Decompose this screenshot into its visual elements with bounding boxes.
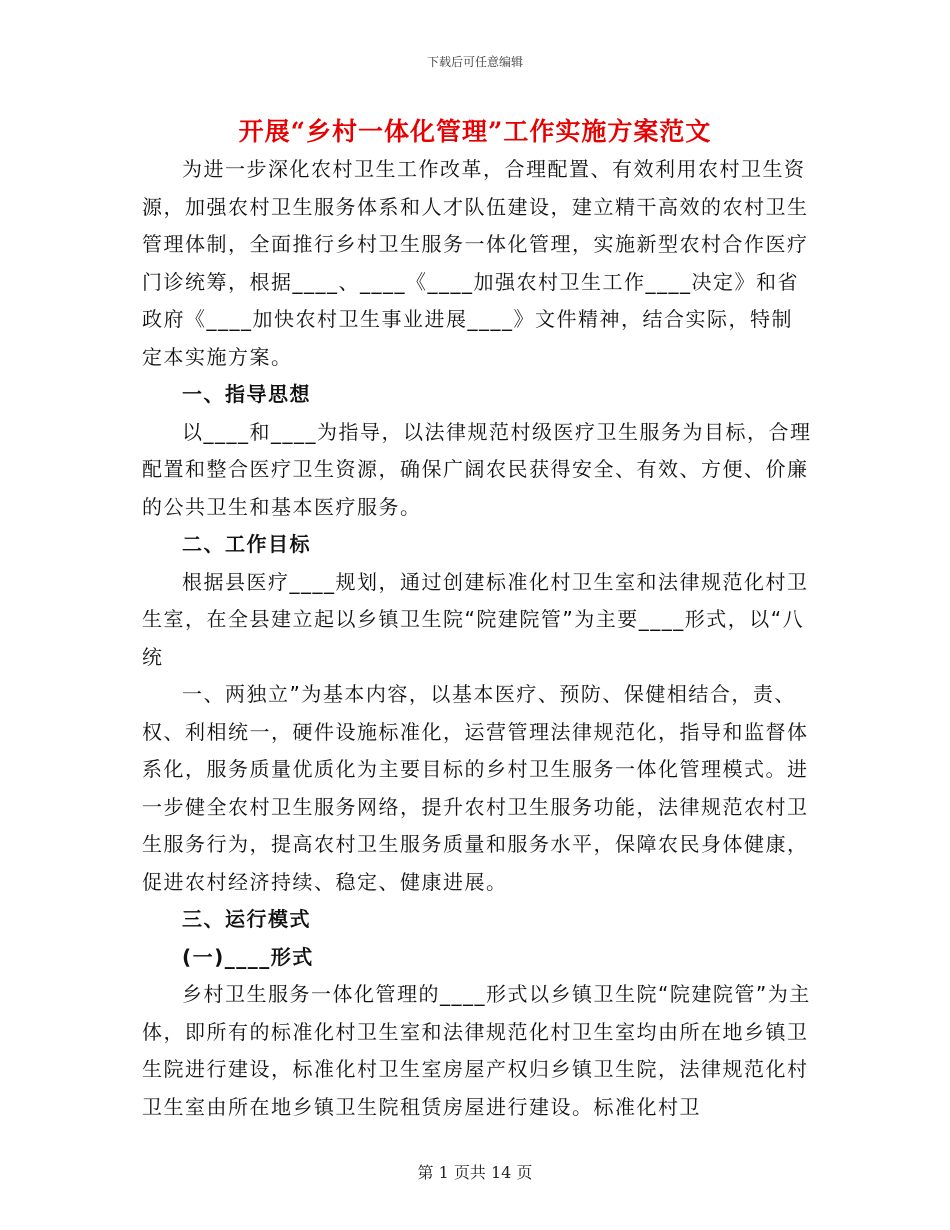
section-heading-guiding-ideology: 一、指导思想 <box>182 382 311 406</box>
subsection-heading-form: (一)____形式 <box>182 944 314 969</box>
section-heading-work-goals: 二、工作目标 <box>182 532 311 556</box>
paragraph-guiding-ideology: 以____和____为指导，以法律规范村级医疗卫生服务为目标，合理配置和整合医疗卫生资源，确保广阔农民获得安全、有效、方便、价廉的公共卫生和基本医疗服务。 <box>142 419 812 519</box>
document-title: 开展“乡村一体化管理”工作实施方案范文 <box>238 117 712 146</box>
paragraph-intro: 为进一步深化农村卫生工作改革，合理配置、有效利用农村卫生资源，加强农村卫生服务体系和人才队伍建设，建立精干高效的农村卫生管理体制，全面推行乡村卫生服务一体化管理，实施新型农村合作医疗门诊统筹，根据____、____《____加强农村卫生工作____决定》和省政府《____加快农村卫生事业进展____》文件精神，结合实际，特制定本实施方案。 <box>142 157 809 369</box>
paragraph-work-goals: 根据县医疗____规划，通过创建标准化村卫生室和法律规范化村卫生室，在全县建立起以乡镇卫生院“院建院管”为主要____形式，以“八统 <box>142 569 809 669</box>
header-note: 下载后可任意编辑 <box>426 55 523 69</box>
paragraph-form: 乡村卫生服务一体化管理的____形式以乡镇卫生院“院建院管”为主体，即所有的标准化村卫生室和法律规范化村卫生室均由所在地乡镇卫生院进行建设，标准化村卫生室房屋产权归乡镇卫生院，法律规范化村卫生室由所在地乡镇卫生院租赁房屋进行建设。标准化村卫 <box>142 982 811 1119</box>
section-heading-operation-mode: 三、运行模式 <box>182 907 311 931</box>
paragraph-work-goals-continued: 一、两独立”为基本内容，以基本医疗、预防、保健相结合，责、权、利相统一，硬件设施标准化，运营管理法律规范化，指导和监督体系化，服务质量优质化为主要目标的乡村卫生服务一体化管理模式。进一步健全农村卫生服务网络，提升农村卫生服务功能，法律规范农村卫生服务行为，提高农村卫生服务质量和服务水平，保障农民身体健康，促进农村经济持续、稳定、健康进展。 <box>142 682 809 894</box>
page-footer: 第 1 页共 14 页 <box>417 1163 533 1182</box>
document-body <box>142 151 812 1126</box>
